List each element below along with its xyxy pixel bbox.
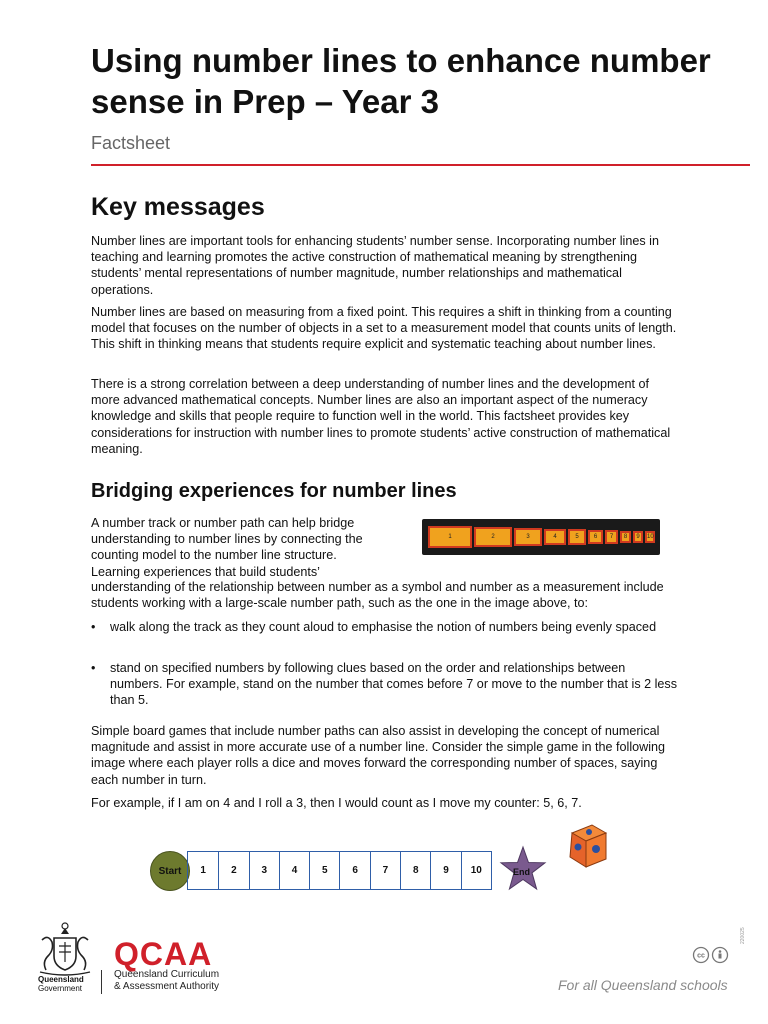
bridging-intro-rest: understanding of the relationship between number as a symbol and number as a measurement include students working with a large-scale number path, such as the one in the image above, to: <box>91 580 664 611</box>
track-cell: 10 <box>645 531 655 543</box>
bridging-intro <box>91 515 411 580</box>
board-start-circle <box>150 851 190 891</box>
number-track-photo <box>422 519 660 555</box>
example-paragraph: For example, if I am on 4 and I roll a 3, then I would count as I move my counter: 5, 6, 7. <box>91 796 582 810</box>
qld-name: Queensland <box>38 975 84 984</box>
board-cell: 1 <box>200 865 206 876</box>
key-messages-heading: Key messages <box>91 193 265 221</box>
qcaa-logo: QCAA <box>114 936 213 972</box>
board-end-label: End <box>513 867 530 877</box>
board-cell: 6 <box>339 852 369 889</box>
track-cell: 8 <box>620 531 631 543</box>
qcaa-name-line-2: & Assessment Authority <box>114 981 220 992</box>
qcaa-name <box>114 969 219 993</box>
track-cell: 3 <box>514 528 542 546</box>
track-cell: 2 <box>474 527 512 547</box>
board-cell: 5 <box>309 852 339 889</box>
track-cell: 5 <box>568 529 586 545</box>
track-cell: 7 <box>605 530 618 544</box>
bridging-intro-line-3: counting model to the number line structure. <box>91 548 337 563</box>
qld-sub: Government <box>38 984 83 993</box>
track-cell: 9 <box>633 531 643 543</box>
bullet-dot-icon: • <box>91 661 96 675</box>
board-cell: 2 <box>218 852 248 889</box>
bridging-intro-line-4: Learning experiences that build students’ <box>91 564 320 579</box>
bullet-text-2: stand on specified numbers by following clues based on the order and relationships between numbers. For example, stand on the number that comes before 7 or move to the number that is 2 less than 5. <box>110 661 678 708</box>
track-cell: 1 <box>428 526 472 548</box>
footer-tagline: For all Queensland schools <box>558 977 728 993</box>
queensland-government-wordmark <box>38 975 84 993</box>
bridging-intro-line-1: A number track or number path can help bridge <box>91 516 355 530</box>
document-code: 220025 <box>740 927 746 944</box>
board-cell: 7 <box>370 852 400 889</box>
track-cell: 4 <box>544 529 566 545</box>
footer-logo-divider <box>101 970 102 994</box>
key-messages-paragraph-3: There is a strong correlation between a deep understanding of number lines and the development of more advanced mathematical concepts. Number lines are also an important aspect of the numeracy knowledge and skills that people require to function well in the world. This factsheet provides key considerations for instruction with number lines to promote students’ active construction of mathematical meaning. <box>91 377 671 456</box>
header-divider <box>91 164 750 166</box>
board-cell: 3 <box>249 852 279 889</box>
board-cell: 4 <box>279 852 309 889</box>
bridging-heading: Bridging experiences for number lines <box>91 480 457 502</box>
board-number-path <box>187 851 492 890</box>
key-messages-paragraph-1: Number lines are important tools for enhancing students’ number sense. Incorporating number lines in teaching and learning promotes the active construction of mathematical meaning by strengthening students’ mental representations of number magnitude, number relationships and mathematical operations. <box>91 234 659 297</box>
board-start-label: Start <box>158 865 182 877</box>
svg-text:cc: cc <box>697 952 705 960</box>
bullet-text-1: walk along the track as they count aloud to emphasise the notion of numbers being evenly spaced <box>110 620 657 634</box>
board-cell: 8 <box>400 852 430 889</box>
track-cell: 6 <box>588 530 603 544</box>
page-subtitle: Factsheet <box>91 133 171 153</box>
bullet-dot-icon: • <box>91 620 96 634</box>
dice-icon <box>566 823 610 869</box>
board-cell: 9 <box>430 852 460 889</box>
board-cell: 10 <box>461 852 491 889</box>
board-games-paragraph: Simple board games that include number paths can also assist in developing the concept of numerical magnitude and assist in more accurate use of a number line. Consider the simple game in the following image where each player rolls a dice and moves forward the corresponding number of spaces, saying each number in turn. <box>91 724 666 787</box>
qcaa-name-line-1: Queensland Curriculum <box>114 969 220 980</box>
page-title: Using number lines to enhance number sense in Prep – Year 3 <box>91 42 711 120</box>
creative-commons-icon <box>692 946 732 964</box>
key-messages-paragraph-2: Number lines are based on measuring from a fixed point. This requires a shift in thinking from a counting model that focuses on the number of objects in a set to a measurement model that counts units of length. This shift in thinking means that students require explicit and systematic teaching about number lines. <box>91 305 677 352</box>
bridging-intro-line-2: understanding to number lines by connecting the <box>91 532 363 547</box>
